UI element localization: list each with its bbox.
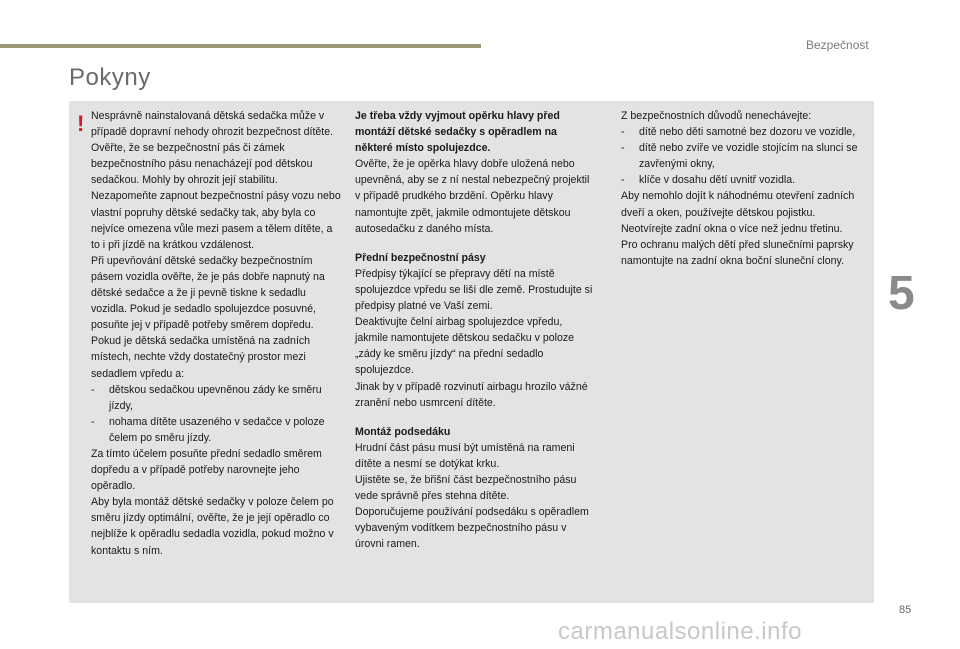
column-1 [91, 108, 341, 559]
paragraph: Aby nemohlo dojít k náhodnému otevření zadních dveří a oken, používejte dětskou pojistku. [621, 190, 855, 219]
list-dash: - [621, 142, 625, 155]
list-dash: - [621, 174, 625, 187]
paragraph: Ujistěte se, že břišní část bezpečnostního pásu vede správně přes stehna dítěte. [355, 473, 577, 503]
paragraph: Nezapomeňte zapnout bezpečnostní pásy vozu nebo vlastní popruhy dětské sedačky tak, aby byla co nejvíce omezena vůle mezi pasem a tělem dítěte, a to i při jízdě na krátkou vzdálenost. [91, 190, 341, 251]
list-dash: - [91, 383, 95, 396]
paragraph: Aby byla montáž dětské sedačky v poloze čelem po směru jízdy optimální, ověřte, že je její opěradlo co nejblíže k opěradlu sedadla vozidla, pokud možno v kontaktu s ním. [91, 496, 334, 557]
list-item: - klíče v dosahu dětí uvnitř vozidla. [621, 172, 861, 188]
paragraph: Jinak by v případě rozvinutí airbagu hrozilo vážné zranění nebo usmrcení dítěte. [355, 380, 588, 409]
list-dash: - [91, 415, 95, 428]
header-accent-bar [0, 44, 481, 48]
paragraph: Ověřte, že se bezpečnostní pás či zámek bezpečnostního pásu nenacházejí pod dětskou sedačkou. Mohly by ohrozit její stabilitu. [91, 142, 313, 187]
list-item: - nohama dítěte usazeného v sedačce v poloze čelem po směru jízdy. [91, 414, 341, 446]
section-title: Bezpečnost [806, 38, 869, 52]
paragraph: Pokud je dětská sedačka umístěná na zadních místech, nechte vždy dostatečný prostor mezi sedadlem vpředu a: [91, 335, 311, 380]
paragraph: Nesprávně nainstalovaná dětská sedačka může v případě dopravní nehody ohrozit bezpečnost dítěte. [91, 110, 334, 139]
section-heading: Je třeba vždy vyjmout opěrku hlavy před montáží dětské sedačky s opěradlem na některé místo spolujezdce. [355, 110, 560, 155]
paragraph: Neotvírejte zadní okna o více než jednu třetinu. [621, 222, 843, 235]
list-dash: - [621, 126, 625, 139]
chapter-number: 5 [888, 267, 915, 320]
list-item: - dítě nebo zvíře ve vozidle stojícím na slunci se zavřenými okny, [621, 140, 861, 172]
page-title: Pokyny [69, 64, 151, 91]
section-heading: Přední bezpečnostní pásy [355, 251, 486, 264]
paragraph: Pro ochranu malých dětí před slunečními paprsky namontujte na zadní okna boční sluneční clony. [621, 238, 854, 267]
paragraph: Z bezpečnostních důvodů nenechávejte: [621, 110, 812, 122]
column-3 [621, 108, 861, 269]
page-number: 85 [899, 604, 912, 616]
paragraph: Předpisy týkající se přepravy dětí na místě spolujezdce vpředu se liší dle země. Prostudujte si předpisy platné ve Vaší zemi. [355, 267, 593, 313]
paragraph: Doporučujeme používání podsedáku s opěradlem vybaveným vodítkem bezpečnostního pásu v úrovni ramen. [355, 506, 589, 551]
paragraph: Ověřte, že je opěrka hlavy dobře uložená nebo upevněná, aby se z ní nestal nebezpečný projektil v případě prudkého brzdění. Opěrku hlavy namontujte zpět, jakmile odmontujete dětskou autosedačku z daného místa. [355, 158, 590, 235]
column-2 [355, 108, 595, 552]
list-item: - dětskou sedačkou upevněnou zády ke směru jízdy, [91, 382, 341, 414]
watermark: carmanualsonline.info [558, 618, 802, 645]
paragraph: Deaktivujte čelní airbag spolujezdce vpředu, jakmile namontujete dětskou sedačku v poloze „zády ke směru jízdy“ na přední sedadlo spolujezdce. [355, 316, 575, 377]
paragraph: Hrudní část pásu musí být umístěná na rameni dítěte a nesmí se dotýkat krku. [355, 441, 575, 470]
list-item: - dítě nebo děti samotné bez dozoru ve vozidle, [621, 124, 861, 140]
paragraph: Za tímto účelem posuňte přední sedadlo směrem dopředu a v případě potřeby narovnejte jeho opěradlo. [91, 447, 322, 493]
section-heading: Montáž podsedáku [355, 425, 451, 438]
warning-icon: ! [77, 111, 85, 136]
paragraph: Při upevňování dětské sedačky bezpečnostním pásem vozidla ověřte, že je pás dobře napnutý na dětské sedačce a že ji pevně tiskne k sedadlu vozidla. Pokud je sedadlo spolujezdce posuvné, posuňte jej v případě potřeby směrem dopředu. [91, 254, 325, 332]
